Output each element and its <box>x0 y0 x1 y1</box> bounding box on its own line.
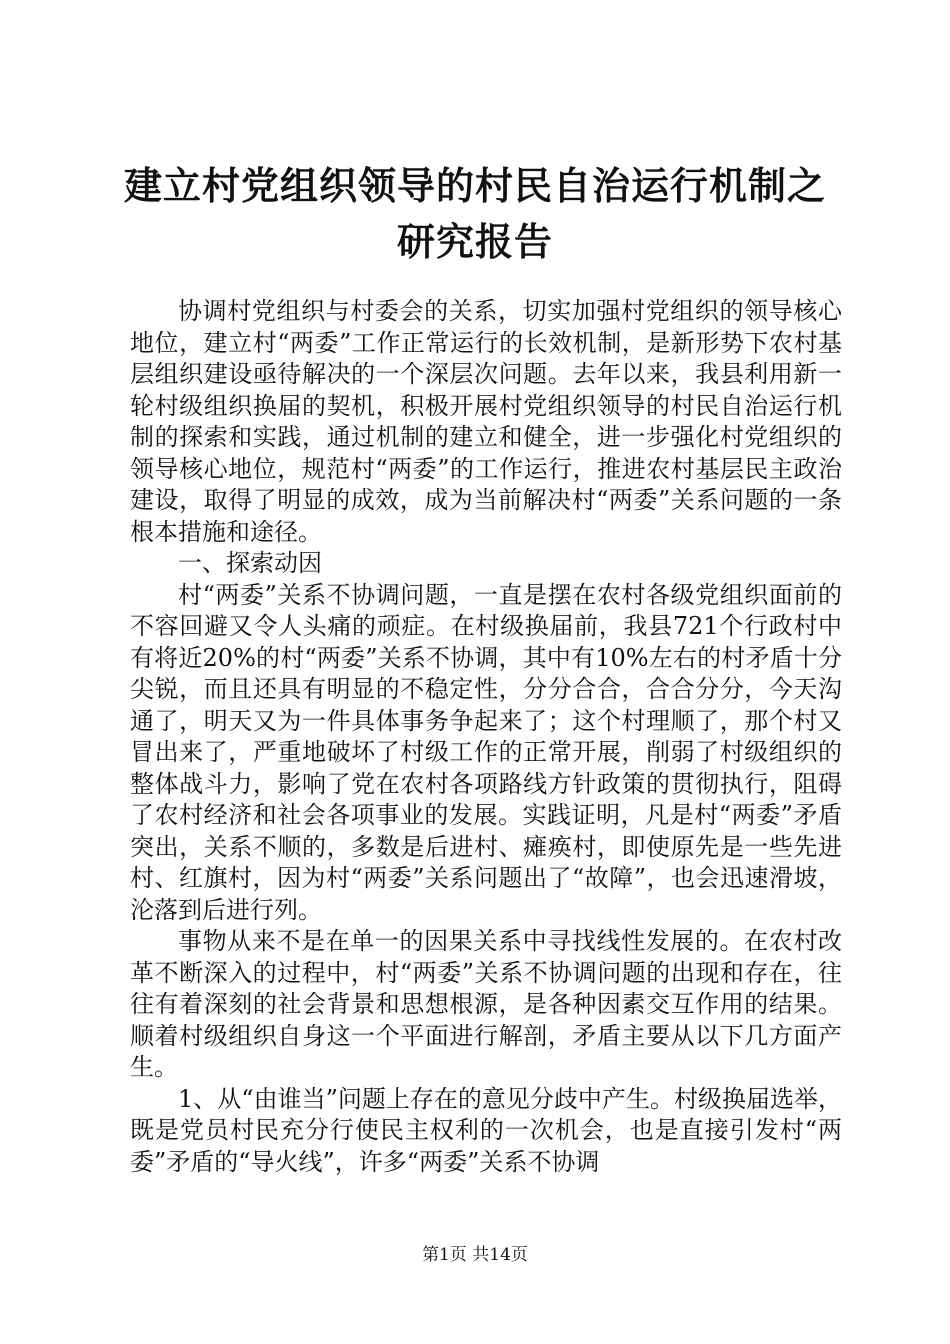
document-body <box>130 296 842 1178</box>
document-title: 建立村党组织领导的村民自治运行机制之研究报告 <box>123 163 826 264</box>
page-footer: 第1页 共14页 <box>422 1245 528 1265</box>
paragraph-intro: 协调村党组织与村委会的关系，切实加强村党组织的领导核心地位，建立村“两委”工作正常运行的长效机制，是新形势下农村基层组织建设亟待解决的一个深层次问题。去年以来，我县利用新一轮村级组织换届的契机，积极开展村党组织领导的村民自治运行机制的探索和实践，通过机制的建立和健全，进一步强化村党组织的领导核心地位，规范村“两委”的工作运行，推进农村基层民主政治建设，取得了明显的成效，成为当前解决村“两委”关系问题的一条根本措施和途径。 <box>130 297 842 546</box>
paragraph-background: 村“两委”关系不协调问题，一直是摆在农村各级党组织面前的不容回避又令人头痛的顽症。在村级换届前，我县721个行政村中有将近20%的村“两委”关系不协调，其中有10%左右的村矛盾十分尖锐，而且还具有明显的不稳定性，分分合合，合合分分，今天沟通了，明天又为一件具体事务争起来了；这个村理顺了，那个村又冒出来了，严重地破坏了村级工作的正常开展，削弱了村级组织的整体战斗力，影响了党在农村各项路线方针政策的贯彻执行，阻碍了农村经济和社会各项事业的发展。实践证明，凡是村“两委”矛盾突出，关系不顺的，多数是后进村、瘫痪村，即使原先是一些先进村、红旗村，因为村“两委”关系问题出了“故障”，也会迅速滑坡，沦落到后进行列。 <box>130 580 842 924</box>
paragraph-point-1: 1、从“由谁当”问题上存在的意见分歧中产生。村级换届选举，既是党员村民充分行使民主权利的一次机会，也是直接引发村“两委”矛盾的“导火线”，许多“两委”关系不协调 <box>130 1084 842 1176</box>
section-heading: 一、探索动因 <box>178 549 322 577</box>
paragraph-causes: 事物从来不是在单一的因果关系中寻找线性发展的。在农村改革不断深入的过程中，村“两委”关系不协调问题的出现和存在，往往有着深刻的社会背景和思想根源，是各种因素交互作用的结果。顺着村级组织自身这一个平面进行解剖，矛盾主要从以下几方面产生。 <box>130 927 842 1081</box>
